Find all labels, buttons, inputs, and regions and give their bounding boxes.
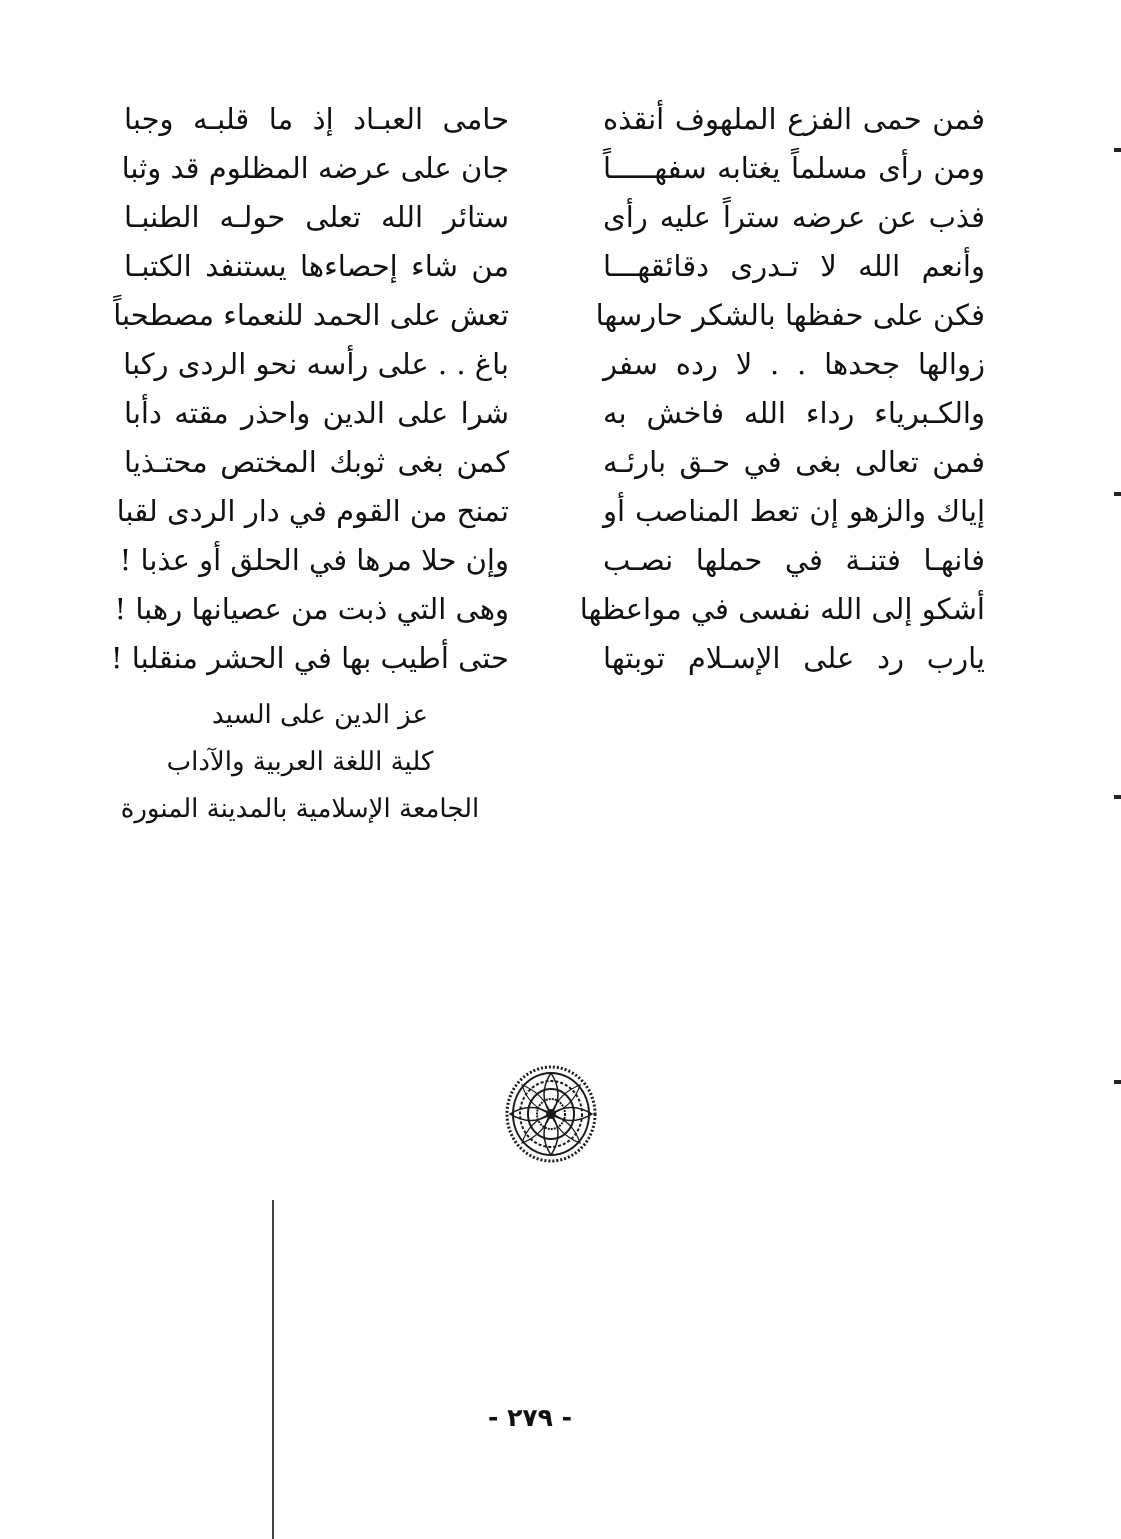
verse-line: فكن على حفظها بالشكر حارسها [595, 298, 985, 332]
verse-line: والكـبرياء رداء الله فاخش به [603, 396, 985, 430]
binding-edge-line [272, 1200, 274, 1539]
edge-tick-mark [1114, 1080, 1121, 1084]
edge-tick-mark [1114, 148, 1121, 152]
author-faculty: كلية اللغة العربية والآداب [166, 747, 434, 777]
poem-left-column [110, 95, 509, 683]
author-name: عز الدين على السيد [211, 700, 429, 730]
verse-line: حامى العبـاد إذ ما قلبـه وجبا [124, 102, 509, 136]
verse-line: فانهـا فتنـة في حملها نصـب [603, 543, 985, 577]
verse-line: تمنح من القوم في دار الردى لقبا [116, 494, 509, 528]
verse-line: وأنعم الله لا تـدرى دقائقهـــا [603, 249, 985, 283]
verse-line: شرا على الدين واحذر مقته دأبا [124, 396, 509, 430]
verse-line: ومن رأى مسلماً يغتابه سفهـــــاً [603, 151, 985, 185]
verse-line: أشكو إلى الله نفسى في مواعظها [579, 592, 985, 626]
verse-line: ستائر الله تعلى حولـه الطنبـا [124, 200, 509, 234]
author-signature [120, 692, 480, 833]
verse-line: حتى أطيب بها في الحشر منقلبا ! [110, 641, 509, 675]
verse-line: فمن حمى الفزع الملهوف أنقذه [603, 102, 985, 136]
arabesque-ornament-icon [505, 1065, 597, 1163]
verse-line: فمن تعالى بغى في حـق بارئـه [603, 445, 985, 479]
verse-line: إياك والزهو إن تعط المناصب أو [603, 494, 985, 528]
verse-line: من شاء إحصاءها يستنفد الكتبـا [124, 249, 509, 283]
poem-right-column [579, 95, 985, 683]
verse-line: باغ . . على رأسه نحو الردى ركبا [123, 347, 509, 381]
verse-line: كمن بغى ثوبك المختص محتـذيا [124, 445, 509, 479]
verse-line: فذب عن عرضه ستراً عليه رأى [603, 200, 985, 234]
verse-line: تعش على الحمد للنعماء مصطحباً [113, 298, 509, 332]
verse-line: يارب رد على الإسـلام توبتها [603, 641, 985, 675]
author-university: الجامعة الإسلامية بالمدينة المنورة [120, 794, 480, 824]
verse-line: وإن حلا مرها في الحلق أو عذبا ! [119, 543, 509, 577]
verse-line: وهى التي ذبت من عصيانها رهبا ! [114, 592, 509, 626]
verse-line: زوالها جحدها . . لا رده سفر [603, 347, 985, 381]
edge-tick-mark [1114, 492, 1121, 496]
edge-tick-mark [1114, 795, 1121, 799]
verse-line: جان على عرضه المظلوم قد وثبا [121, 151, 509, 185]
page-number: - ٢٧٩ - [488, 1403, 572, 1432]
